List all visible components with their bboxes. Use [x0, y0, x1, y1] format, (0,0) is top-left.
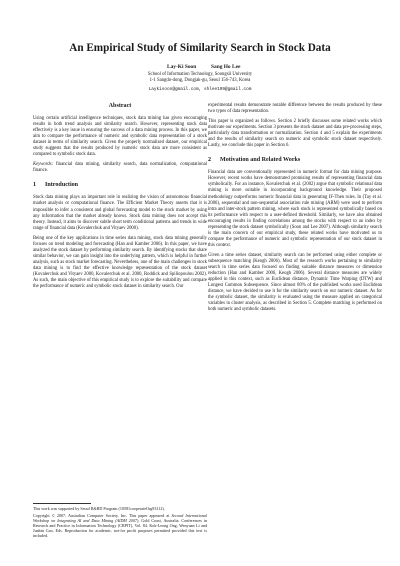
copyright-text-cont: , Gold Coast, Australia. Conferences in Research and Practice in Information Technology (CRPIT), Vol. 84. Kok-Leong Ong, Wenyuan Li and Junbin Gao, Eds. Reproduction for academic, not-for profit purposes permitted provided this text is included.: [33, 518, 207, 538]
abstract-heading: Abstract: [108, 103, 132, 109]
paragraph: Given a time series dataset, similarity search can be performed using either complete or subsequence matching (Keogh 2006). Most of the research works pertaining to similarity search in time series data focused on finding suitable distance measures or dimension reduction (Han and Kamber 2006, Keogh 2006). Several distance measures are widely applied in this context, such as Euclidean distance, Dynamic Time Warping (DTW) and Longest Common Subsequence. Since almost 80% of the published works used Euclidean distance, we have decided to use it for the similarity search on our numeric dataset. As for the symbolic dataset, the similarity is evaluated using the measure applied on categorical variables in cluster analysis, as described in Section 5. Complete matching is performed on both numeric and symbolic datasets.: [208, 252, 382, 313]
paragraph: Stock data mining plays an important role in realizing the vision of autonomous financial market analysis or computational finance. The Efficient Market Theory asserts that it is impossible to infer a consistent and global forecasting model to the stock market by using any information that the market already knows. Stock data mining does not accept this theory. Instead, it aims to discover subtle short term conditional patterns and trends in wide range of financial data (Kovalerchuk and Vityaev 2000).: [33, 195, 207, 231]
section-number: 2: [208, 157, 212, 164]
abstract-text: Using certain artificial intelligence techniques, stock data mining has given encouraging results in both trend analysis and similarity search. However, representing stock data effectively is a key issue in ensuring the success of a data mining process. In this paper, we aim to compare the performance of numeric and symbolic data representation of a stock dataset in terms of similarity search. Given the properly normalized dataset, our empirical study suggests that the results produced by numeric stock data are more consistent as compared to symbolic stock data.: [33, 116, 207, 158]
section-title: Motivation and Related Works: [220, 157, 301, 164]
affiliation-line: School of Information Technology, Soongsil University: [147, 72, 253, 77]
author-name: Sang Ho Lee: [211, 64, 241, 70]
author-emails: Laykisoon@gmail.com, shlee199@gmail.com: [148, 87, 252, 92]
paragraph: This paper is organized as follows. Section 2 briefly discusses some related works which motivate our experiments. Section 3 presents the stock dataset and data pre-processing steps, particularly data transformation or normalization. Section 4 and 5 explain the experiments and the results of similarity search on numeric and symbolic stock dataset respectively. Lastly, we conclude this paper in Section 6.: [208, 119, 382, 149]
section-heading: [33, 182, 207, 189]
copyright-note: [33, 513, 207, 538]
paper-title: An Empirical Study of Similarity Search in Stock Data: [69, 42, 331, 54]
venue-name: Second International Workshop on Integrating AI and Data Mining (AIDM 2007): [33, 513, 207, 523]
keywords: [33, 162, 207, 174]
section-heading: [208, 157, 382, 164]
keywords-text: financial data mining, similarity search, data normalization, computational finance.: [33, 162, 207, 174]
copyright-text: Copyright © 2007, Australian Computer Society, Inc. This paper appeared at: [33, 513, 172, 518]
keywords-label: Keywords:: [33, 162, 54, 168]
paragraph: experimental results demonstrate notable difference between the results produced by these two types of data representation.: [208, 103, 382, 115]
right-column: [208, 103, 382, 317]
author-name: Lay-Ki Soon: [167, 64, 197, 70]
footnote-rule: [33, 503, 91, 504]
paragraph: Financial data are conventionally represented in numeric format for data mining purpose. However, recent works have demonstrated promising results of representing financial data symbolically. For an instance, Kovalerchuk et al. (2002) argue that symbolic relational data mining is more suitable in incorporating background knowledge. Their proposed methodology outperforms numeric financial data in generating IF-Then rules. In (Tay et al. 2006), sequential and non-sequential association rule mining (ARM) were used to perform intra and inter-stock pattern mining, where each stock is represented symbolically based on its performance with respect to a user-defined threshold. Similarly, we have also obtained encouraging results in finding correlations among the stocks with respect to an index by representing the stock dataset symbolically (Soon and Lee 2007). Although similarity search is the main concern of our empirical study, these related works have motivated us to compare the performance of numeric and symbolic representation of our stock dataset in this context.: [208, 170, 382, 248]
section-number: 1: [33, 182, 37, 189]
left-column: [33, 103, 207, 294]
paragraph: Being one of the key applications in time series data mining, stock data mining generally focuses on trend modeling and forecasting (Han and Kamber 2006). In this paper, we have analyzed the stock dataset by performing similarity search. By identifying stocks that share similar behavior, we can gain insight into the underlying pattern, which is helpful in further analysis, such as stock market forecasting. Nevertheless, one of the main challenges in stock data mining is to find the effective knowledge representation of the stock dataset (Kovalerchuk and Vityaev 2000, Kovalerchuk et al. 2000, Roddick and Spiliopoulou 2002). As such, the main objective of this empirical study is to explore the suitability and compare the performance of numeric and symbolic stock dataset in similarity search. Our: [33, 235, 207, 290]
affiliation-line: 1-1 Sangdo-dong, Dongjak-gu, Seoul 156-743, Korea: [149, 78, 251, 83]
section-title: Introduction: [45, 182, 79, 189]
funding-note: This work was supported by Seoul R&BD Program (10581cooperateOrg93112).: [33, 506, 165, 511]
footnote: [33, 503, 207, 540]
